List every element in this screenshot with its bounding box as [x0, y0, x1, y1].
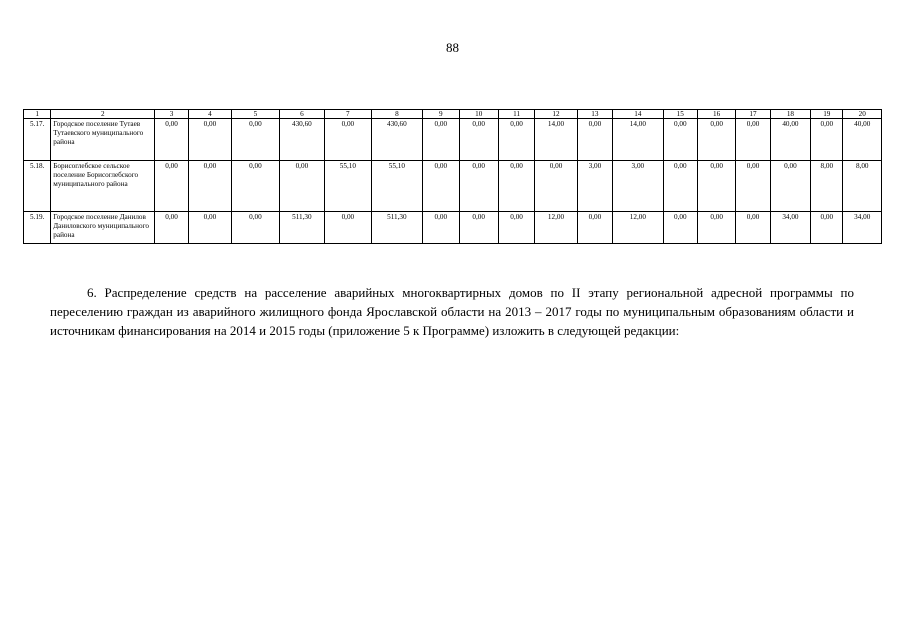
table-cell: 0,00	[188, 161, 231, 212]
municipality-name: Борисоглебское сельское поселение Борисоглебского муниципального района	[51, 161, 155, 212]
table-cell: 0,00	[770, 161, 810, 212]
table-row	[24, 119, 882, 161]
table-cell: 430,60	[279, 119, 324, 161]
table-cell: 0,00	[232, 161, 279, 212]
header-cell: 9	[423, 110, 459, 119]
table-cell: 0,00	[535, 161, 577, 212]
header-cell: 15	[663, 110, 697, 119]
table-cell: 0,00	[663, 161, 697, 212]
table-cell: 0,00	[155, 212, 188, 244]
table-cell: 0,00	[498, 161, 534, 212]
header-cell: 16	[697, 110, 735, 119]
header-cell: 14	[613, 110, 664, 119]
table-cell: 0,00	[577, 212, 612, 244]
table-cell: 0,00	[736, 212, 770, 244]
table-cell: 430,60	[371, 119, 423, 161]
table-header-row	[24, 110, 882, 119]
table-cell: 40,00	[843, 119, 882, 161]
header-cell: 8	[371, 110, 423, 119]
table-cell: 34,00	[843, 212, 882, 244]
table-cell: 40,00	[770, 119, 810, 161]
table-cell: 3,00	[577, 161, 612, 212]
body-paragraph: 6. Распределение средств на расселение аварийных многоквартирных домов по II этапу региональной адресной программы по переселению граждан из аварийного жилищного фонда Ярославской области на 2013 – 2017 годы по муниципальным образованиям области и источникам финансирования на 2014 и 2015 годы (приложение 5 к Программе) изложить в следующей редакции:	[50, 285, 854, 338]
municipality-name: Городское поселение Данилов Даниловского муниципального района	[51, 212, 155, 244]
table-cell: 0,00	[697, 161, 735, 212]
table-cell: 12,00	[613, 212, 664, 244]
header-cell: 7	[325, 110, 371, 119]
table-cell: 0,00	[459, 119, 498, 161]
header-cell: 1	[24, 110, 51, 119]
header-cell: 11	[498, 110, 534, 119]
table-cell: 0,00	[423, 119, 459, 161]
table-cell: 0,00	[498, 212, 534, 244]
municipality-name: Городское поселение Тутаев Тутаевского муниципального района	[51, 119, 155, 161]
table-cell: 0,00	[498, 119, 534, 161]
table-cell: 14,00	[613, 119, 664, 161]
header-cell: 5	[232, 110, 279, 119]
table-row	[24, 212, 882, 244]
table-cell: 0,00	[697, 212, 735, 244]
header-cell: 13	[577, 110, 612, 119]
row-number: 5.18.	[24, 161, 51, 212]
header-cell: 17	[736, 110, 770, 119]
table-cell: 0,00	[325, 119, 371, 161]
header-cell: 18	[770, 110, 810, 119]
header-cell: 3	[155, 110, 188, 119]
header-cell: 4	[188, 110, 231, 119]
table-cell: 0,00	[577, 119, 612, 161]
table-cell: 55,10	[325, 161, 371, 212]
table-cell: 0,00	[155, 161, 188, 212]
table-cell: 0,00	[423, 212, 459, 244]
table-cell: 0,00	[155, 119, 188, 161]
table-cell: 14,00	[535, 119, 577, 161]
page-number: 88	[446, 40, 459, 55]
table-cell: 0,00	[811, 212, 843, 244]
table-cell: 0,00	[188, 119, 231, 161]
table-cell: 0,00	[736, 161, 770, 212]
table-cell: 0,00	[232, 212, 279, 244]
table-cell: 8,00	[843, 161, 882, 212]
table-cell: 8,00	[811, 161, 843, 212]
data-table	[23, 109, 882, 244]
table-cell: 0,00	[459, 212, 498, 244]
table-cell: 0,00	[811, 119, 843, 161]
table-cell: 511,30	[371, 212, 423, 244]
table-cell: 511,30	[279, 212, 324, 244]
table-cell: 0,00	[459, 161, 498, 212]
table-cell: 0,00	[663, 119, 697, 161]
header-cell: 12	[535, 110, 577, 119]
header-cell: 10	[459, 110, 498, 119]
table-cell: 0,00	[279, 161, 324, 212]
table-cell: 0,00	[423, 161, 459, 212]
table-cell: 0,00	[325, 212, 371, 244]
table-cell: 12,00	[535, 212, 577, 244]
table-cell: 0,00	[736, 119, 770, 161]
table-cell: 34,00	[770, 212, 810, 244]
header-cell: 6	[279, 110, 324, 119]
header-cell: 19	[811, 110, 843, 119]
row-number: 5.19.	[24, 212, 51, 244]
header-cell: 20	[843, 110, 882, 119]
header-cell: 2	[51, 110, 155, 119]
table-cell: 55,10	[371, 161, 423, 212]
table-row	[24, 161, 882, 212]
table-cell: 0,00	[188, 212, 231, 244]
table-cell: 3,00	[613, 161, 664, 212]
table-cell: 0,00	[663, 212, 697, 244]
table-cell: 0,00	[697, 119, 735, 161]
row-number: 5.17.	[24, 119, 51, 161]
table-cell: 0,00	[232, 119, 279, 161]
